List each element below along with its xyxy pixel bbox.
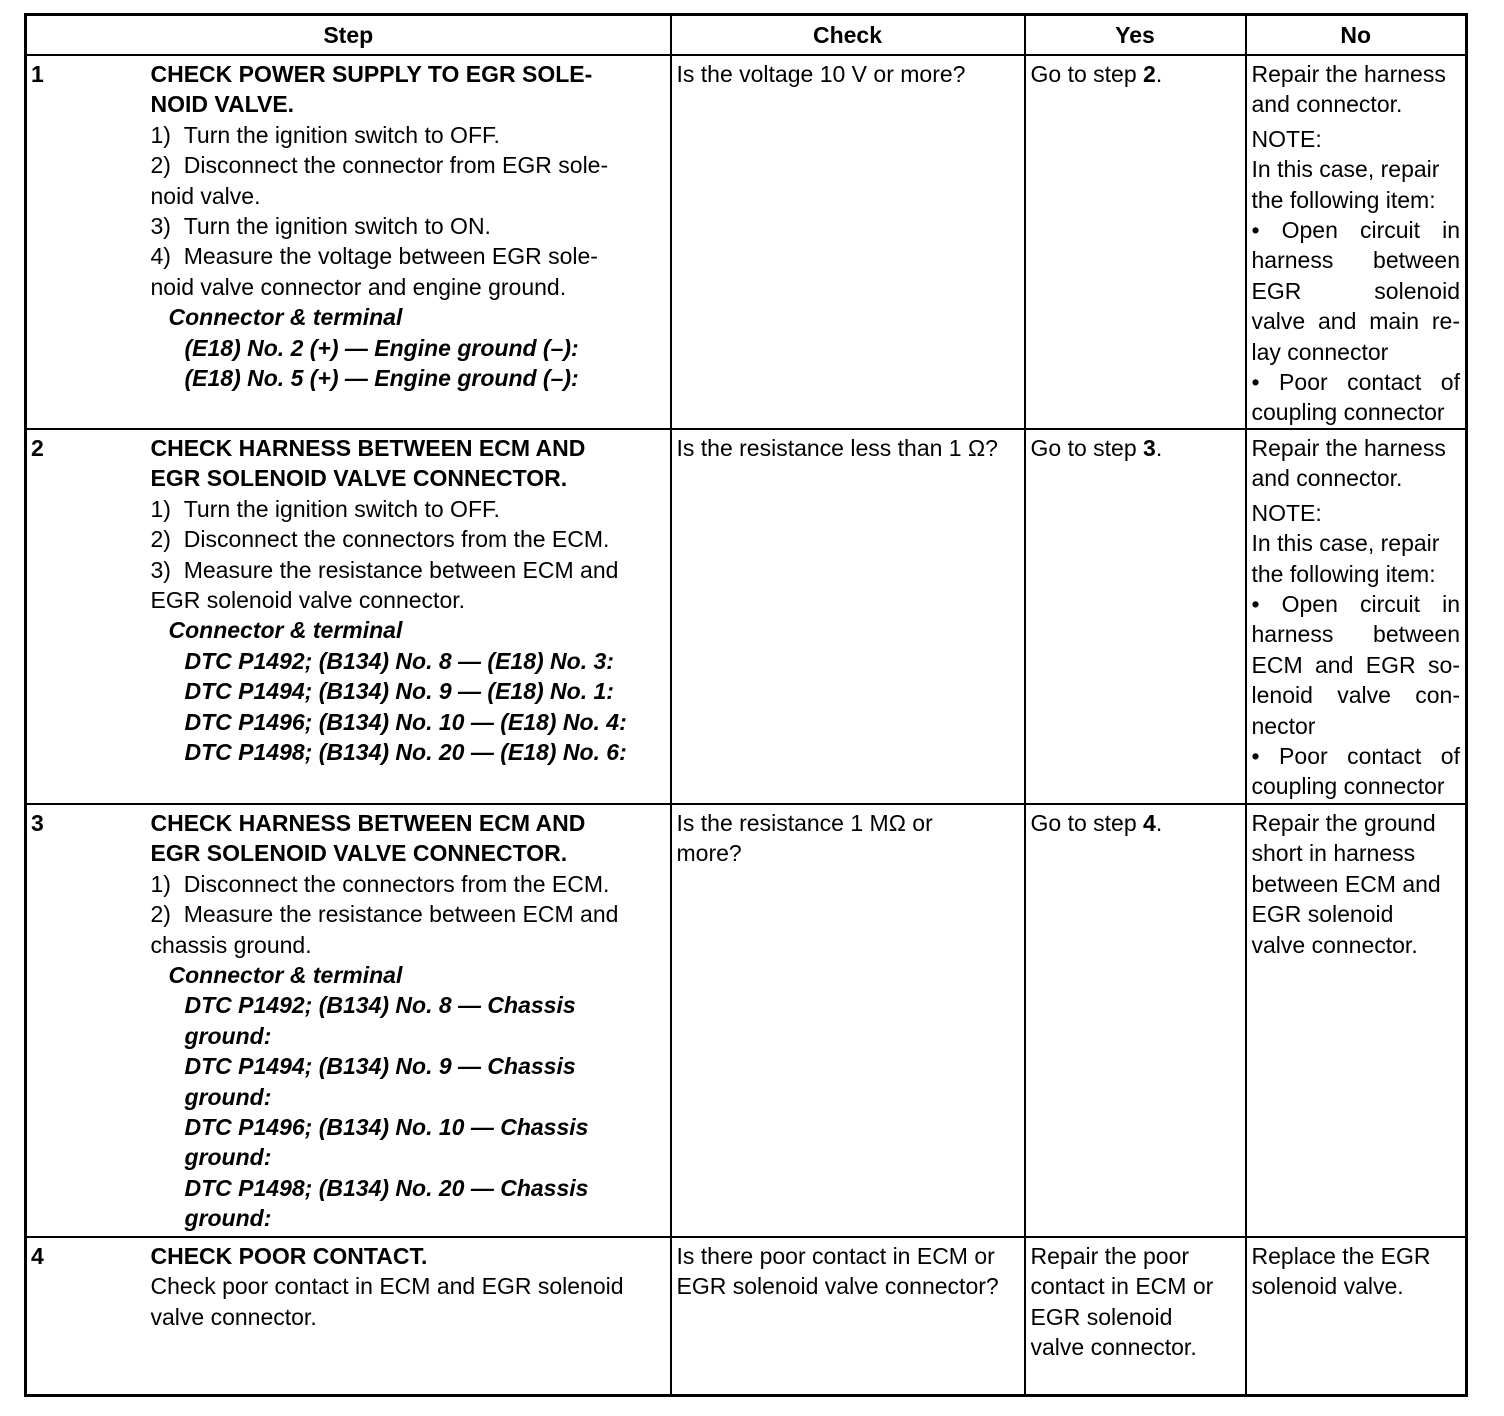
step-description (145, 1237, 671, 1396)
no-text: and connector. (1251, 91, 1403, 118)
step-instruction: Check poor contact in ECM and EGR solenoid (150, 1273, 624, 1300)
yes-step-number: 4 (1143, 810, 1156, 836)
connector-terminal-heading: Connector & terminal (168, 617, 403, 644)
no-text: short in harness (1251, 840, 1416, 867)
connector-terminal-item: DTC P1494; (B134) No. 9 — (E18) No. 1: (184, 678, 614, 705)
connector-terminal-item: DTC P1492; (B134) No. 8 — Chassis (184, 992, 576, 1019)
step-title: CHECK POOR CONTACT. (150, 1243, 428, 1269)
no-text: valve connector. (1251, 931, 1418, 958)
note-text: • Open circuit in (1251, 217, 1460, 244)
yes-suffix: . (1155, 810, 1163, 836)
step-description (145, 804, 671, 1237)
step-instruction: 2) Disconnect the connectors from the ECM. (150, 526, 610, 553)
no-text: Repair the ground (1251, 810, 1436, 836)
step-number: 2 (26, 429, 145, 804)
step-instruction: 2) Disconnect the connector from EGR sole- (150, 152, 609, 179)
header-check: Check (671, 15, 1025, 56)
note-text: valve and main re- (1251, 308, 1460, 335)
note-text: In this case, repair (1251, 156, 1440, 183)
step-instruction: noid valve. (150, 182, 261, 209)
connector-terminal-heading: Connector & terminal (168, 962, 403, 989)
connector-terminal-item: (E18) No. 2 (+) — Engine ground (–): (184, 334, 579, 361)
note-text: • Poor contact of (1251, 369, 1460, 396)
step-instruction: 1) Turn the ignition switch to OFF. (150, 121, 500, 148)
step-instruction: chassis ground. (150, 931, 312, 958)
step-description (145, 55, 671, 429)
no-text: solenoid valve. (1251, 1273, 1404, 1300)
step-title: EGR SOLENOID VALVE CONNECTOR. (150, 465, 568, 492)
step-instruction: 3) Measure the resistance between ECM and (150, 556, 619, 583)
no-cell (1246, 804, 1467, 1237)
step-title: NOID VALVE. (150, 91, 295, 118)
header-yes: Yes (1025, 15, 1246, 56)
yes-suffix: . (1155, 61, 1163, 87)
no-text: and connector. (1251, 465, 1403, 492)
note-text: EGR solenoid (1251, 277, 1460, 304)
check-text: Is the resistance 1 MΩ or (676, 810, 933, 836)
note-text: coupling connector (1251, 773, 1445, 800)
connector-terminal-item: DTC P1494; (B134) No. 9 — Chassis (184, 1053, 576, 1080)
check-cell (671, 1237, 1025, 1396)
yes-text: Repair the poor (1030, 1243, 1190, 1269)
step-number: 1 (26, 55, 145, 429)
no-text: between ECM and (1251, 870, 1441, 897)
check-text: EGR solenoid valve connector? (676, 1273, 999, 1300)
note-label: NOTE: (1251, 499, 1322, 526)
note-text: lay connector (1251, 338, 1389, 365)
step-instruction: 2) Measure the resistance between ECM and (150, 901, 619, 928)
check-cell: Is the resistance less than 1 Ω? (671, 429, 1025, 804)
no-cell (1246, 429, 1467, 804)
table-row (26, 804, 1467, 1237)
note-text: nector (1251, 712, 1316, 739)
no-text: Replace the EGR (1251, 1243, 1431, 1269)
check-cell (671, 804, 1025, 1237)
step-number: 4 (26, 1237, 145, 1396)
connector-terminal-item: DTC P1492; (B134) No. 8 — (E18) No. 3: (184, 647, 614, 674)
step-instruction: 4) Measure the voltage between EGR sole- (150, 243, 598, 270)
yes-prefix: Go to step (1030, 435, 1144, 461)
yes-step-number: 3 (1143, 435, 1156, 461)
check-text: more? (676, 840, 742, 867)
note-text: • Poor contact of (1251, 743, 1460, 770)
yes-text: contact in ECM or (1030, 1273, 1214, 1300)
yes-cell (1025, 429, 1246, 804)
note-text: harness between (1251, 621, 1460, 648)
step-description (145, 429, 671, 804)
connector-terminal-item: DTC P1496; (B134) No. 10 — (E18) No. 4: (184, 708, 627, 735)
yes-suffix: . (1155, 435, 1163, 461)
no-text: Repair the harness (1251, 61, 1446, 87)
no-text: Repair the harness (1251, 435, 1446, 461)
note-text: ECM and EGR so- (1251, 651, 1460, 678)
connector-terminal-item: ground: (184, 1022, 272, 1049)
connector-terminal-item: DTC P1498; (B134) No. 20 — Chassis (184, 1174, 589, 1201)
note-text: lenoid valve con- (1251, 682, 1460, 709)
yes-text: valve connector. (1030, 1334, 1197, 1361)
connector-terminal-item: ground: (184, 1144, 272, 1171)
header-no: No (1246, 15, 1467, 56)
step-title: EGR SOLENOID VALVE CONNECTOR. (150, 840, 568, 867)
note-text: harness between (1251, 247, 1460, 274)
yes-cell (1025, 804, 1246, 1237)
step-instruction: valve connector. (150, 1303, 317, 1330)
step-title: CHECK HARNESS BETWEEN ECM AND (150, 435, 586, 461)
connector-terminal-item: ground: (184, 1205, 272, 1232)
diagnostic-table (24, 13, 1468, 1397)
table-row (26, 429, 1467, 804)
table-row (26, 55, 1467, 429)
connector-terminal-item: DTC P1496; (B134) No. 10 — Chassis (184, 1114, 589, 1141)
step-instruction: 1) Disconnect the connectors from the ECM. (150, 870, 610, 897)
no-text: EGR solenoid (1251, 901, 1394, 928)
table-row (26, 1237, 1467, 1396)
yes-cell (1025, 1237, 1246, 1396)
note-text: coupling connector (1251, 399, 1445, 426)
header-row (26, 15, 1467, 56)
note-text: the following item: (1251, 186, 1436, 213)
step-instruction: 3) Turn the ignition switch to ON. (150, 213, 491, 240)
step-instruction: 1) Turn the ignition switch to OFF. (150, 495, 500, 522)
note-text: • Open circuit in (1251, 591, 1460, 618)
note-text: In this case, repair (1251, 530, 1440, 557)
yes-prefix: Go to step (1030, 810, 1144, 836)
connector-terminal-item: (E18) No. 5 (+) — Engine ground (–): (184, 365, 579, 392)
check-text: Is there poor contact in ECM or (676, 1243, 995, 1269)
connector-terminal-heading: Connector & terminal (168, 304, 403, 331)
no-cell (1246, 1237, 1467, 1396)
step-instruction: noid valve connector and engine ground. (150, 273, 567, 300)
step-title: CHECK HARNESS BETWEEN ECM AND (150, 810, 586, 836)
step-instruction: EGR solenoid valve connector. (150, 587, 466, 614)
step-number: 3 (26, 804, 145, 1237)
connector-terminal-item: ground: (184, 1083, 272, 1110)
check-cell: Is the voltage 10 V or more? (671, 55, 1025, 429)
note-label: NOTE: (1251, 125, 1322, 152)
yes-text: EGR solenoid (1030, 1303, 1173, 1330)
connector-terminal-item: DTC P1498; (B134) No. 20 — (E18) No. 6: (184, 739, 627, 766)
yes-cell (1025, 55, 1246, 429)
no-cell (1246, 55, 1467, 429)
yes-step-number: 2 (1143, 61, 1156, 87)
step-title: CHECK POWER SUPPLY TO EGR SOLE- (150, 61, 593, 87)
header-step: Step (26, 15, 671, 56)
yes-prefix: Go to step (1030, 61, 1144, 87)
note-text: the following item: (1251, 560, 1436, 587)
